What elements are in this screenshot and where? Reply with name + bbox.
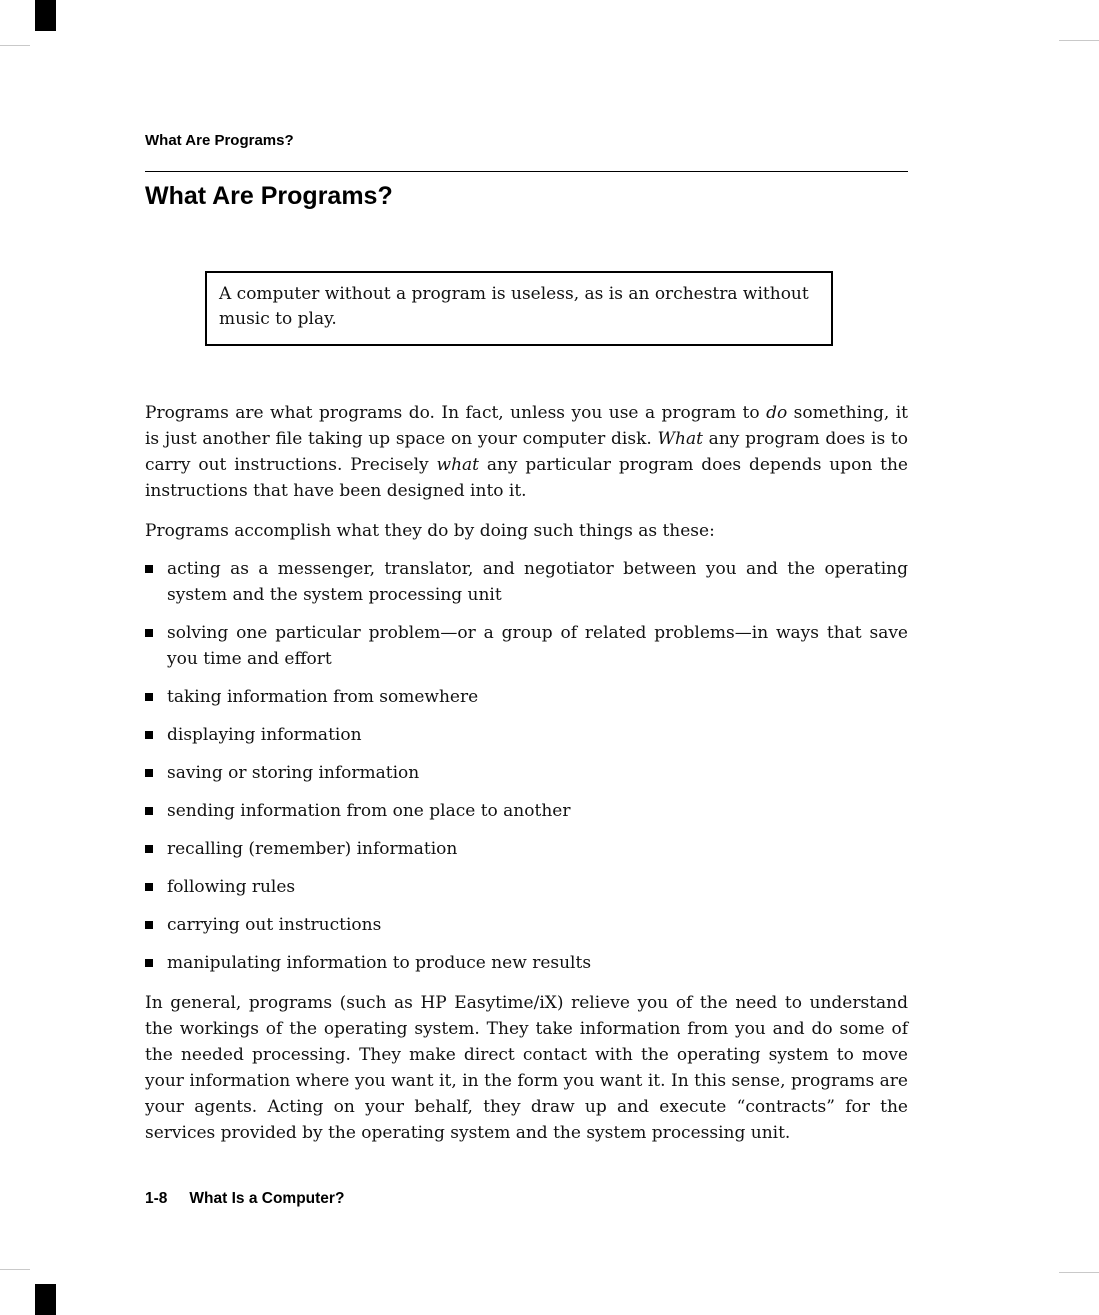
list-item-text: taking information from somewhere xyxy=(167,687,479,707)
square-bullet-icon xyxy=(145,883,153,891)
square-bullet-icon xyxy=(145,731,153,739)
scan-line-bottom-right xyxy=(1059,1272,1099,1273)
list-item-text: solving one particular problem—or a group of related problems—in ways that save you time and effort xyxy=(167,623,908,669)
note-text: A computer without a program is useless, as is an orchestra without music to play. xyxy=(219,284,809,329)
list-item xyxy=(145,874,908,900)
list-item xyxy=(145,836,908,862)
square-bullet-icon xyxy=(145,845,153,853)
square-bullet-icon xyxy=(145,565,153,573)
note-box xyxy=(205,271,833,346)
scan-line-top-left xyxy=(0,45,30,46)
square-bullet-icon xyxy=(145,921,153,929)
list-item xyxy=(145,912,908,938)
page-footer xyxy=(145,1190,908,1208)
header-rule xyxy=(145,171,908,172)
page-number: 1-8 xyxy=(145,1190,168,1207)
page-title: What Are Programs? xyxy=(145,182,393,210)
square-bullet-icon xyxy=(145,693,153,701)
square-bullet-icon xyxy=(145,629,153,637)
paragraph-intro: Programs are what programs do. In fact, unless you use a program to do something, it is just another file taking up space on your computer disk. What any program does is to carry out instructions. Precisely what any particular program does depends upon the instructions that have been designed into it. xyxy=(145,403,909,501)
paragraph-closing: In general, programs (such as HP Easytime/iX) relieve you of the need to understand the workings of the operating system. They take information from you and do some of the needed processing. They make direct contact with the operating system to move your information where you want it, in the form you want it. In this sense, programs are your agents. Acting on your behalf, they draw up and execute “contracts” for the services provided by the operating system and the system processing unit. xyxy=(145,993,908,1143)
square-bullet-icon xyxy=(145,769,153,777)
list-item xyxy=(145,722,908,748)
list-item-text: following rules xyxy=(167,877,296,897)
square-bullet-icon xyxy=(145,807,153,815)
list-item-text: acting as a messenger, translator, and negotiator between you and the operating system and the system processing unit xyxy=(167,559,908,605)
list-item-text: carrying out instructions xyxy=(167,915,382,935)
list-item xyxy=(145,556,908,608)
scan-mark-bottom-left xyxy=(35,1284,56,1315)
list-item-text: manipulating information to produce new results xyxy=(167,953,592,973)
list-item-text: sending information from one place to another xyxy=(167,801,571,821)
footer-title: What Is a Computer? xyxy=(189,1190,345,1207)
paragraph-list-lead: Programs accomplish what they do by doing such things as these: xyxy=(145,521,715,541)
list-item xyxy=(145,620,908,672)
square-bullet-icon xyxy=(145,959,153,967)
bullet-list xyxy=(145,556,908,976)
list-item-text: saving or storing information xyxy=(167,763,420,783)
list-item-text: displaying information xyxy=(167,725,362,745)
page-content xyxy=(145,0,908,1208)
list-item xyxy=(145,798,908,824)
list-item-text: recalling (remember) information xyxy=(167,839,458,859)
running-header: What Are Programs? xyxy=(145,132,294,149)
list-item xyxy=(145,684,908,710)
list-item xyxy=(145,760,908,786)
scan-line-bottom-left xyxy=(0,1269,30,1270)
scan-mark-top-left xyxy=(35,0,56,31)
list-item xyxy=(145,950,908,976)
scan-line-top-right xyxy=(1059,40,1099,41)
